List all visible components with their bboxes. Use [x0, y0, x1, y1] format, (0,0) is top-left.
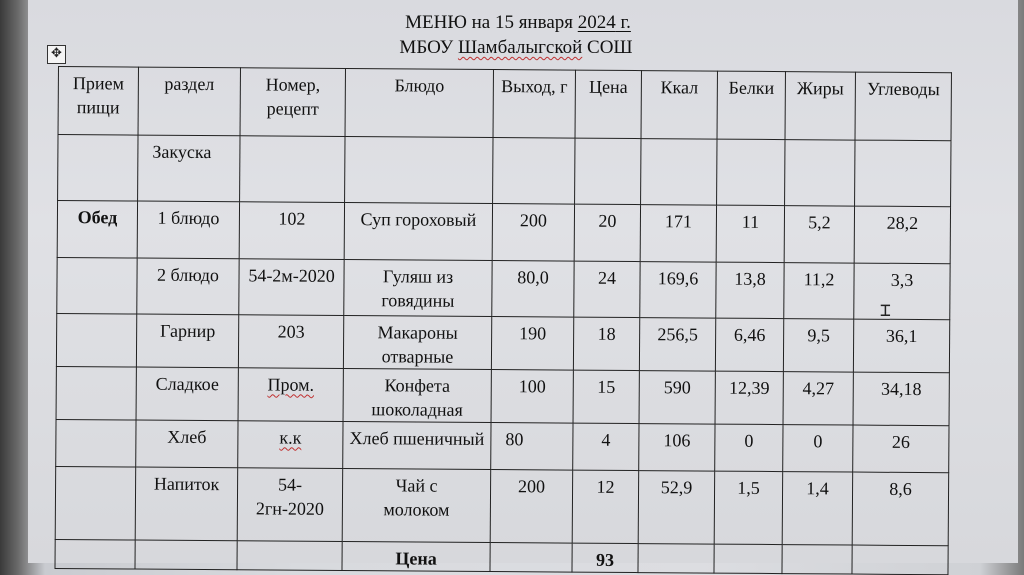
header-cell: Цена: [575, 70, 641, 138]
table-cell[interactable]: 18: [573, 317, 639, 370]
table-cell[interactable]: 8,6: [852, 472, 949, 546]
table-cell[interactable]: к.к: [238, 421, 343, 469]
table-cell[interactable]: [55, 539, 135, 569]
table-cell[interactable]: Пром.: [238, 368, 343, 422]
table-row: [57, 201, 950, 264]
table-cell[interactable]: 54-2м-2020: [239, 259, 344, 316]
table-cell[interactable]: 203: [238, 315, 343, 369]
table-cell[interactable]: [237, 541, 342, 571]
table-cell[interactable]: [56, 313, 136, 367]
table-row: [58, 135, 951, 207]
table-cell[interactable]: 11,2: [784, 263, 854, 319]
school-title: МБОУ Шамбалыгской СОШ: [399, 37, 633, 58]
table-cell[interactable]: 200: [492, 204, 574, 262]
table-cell[interactable]: 190: [491, 317, 573, 371]
table-cell[interactable]: 1,5: [714, 471, 783, 544]
table-row: [56, 419, 949, 472]
table-cell[interactable]: 80,0: [492, 261, 574, 318]
table-cell[interactable]: 12: [572, 470, 639, 543]
header-cell: Выход, г: [493, 70, 575, 139]
table-row: [56, 366, 949, 425]
table-cell[interactable]: Гуляш из говядины: [344, 260, 492, 317]
table-cell[interactable]: Хлеб пшеничный: [343, 421, 491, 469]
header-cell: Номер, рецепт: [240, 68, 345, 137]
table-cell[interactable]: 15: [573, 370, 639, 423]
table-move-handle-icon[interactable]: ✥: [47, 45, 66, 64]
table-cell[interactable]: 24: [574, 261, 640, 317]
table-cell[interactable]: [135, 540, 237, 570]
table-cell[interactable]: [56, 419, 136, 467]
table-cell[interactable]: 36,1: [853, 319, 949, 373]
table-cell[interactable]: 2 блюдо: [137, 258, 239, 315]
table-cell[interactable]: 1 блюдо: [137, 201, 239, 259]
table-cell[interactable]: [490, 543, 572, 573]
table-cell[interactable]: 28,2: [854, 206, 950, 264]
table-cell[interactable]: 171: [640, 205, 716, 263]
table-cell[interactable]: [58, 135, 138, 202]
table-cell[interactable]: Закуска: [138, 135, 240, 202]
table-cell[interactable]: 0: [715, 424, 783, 471]
table-cell[interactable]: [717, 139, 785, 205]
table-cell[interactable]: [240, 136, 345, 203]
header-cell: Прием пищи: [58, 67, 138, 136]
table-header-row: [58, 67, 951, 141]
table-cell[interactable]: [345, 137, 493, 204]
table-cell[interactable]: 100: [491, 370, 573, 424]
table-cell[interactable]: Сладкое: [136, 367, 238, 421]
table-cell[interactable]: Макароны отварные: [343, 316, 491, 370]
table-cell[interactable]: 106: [639, 424, 715, 472]
table-cell[interactable]: [575, 138, 641, 204]
table-cell[interactable]: [852, 545, 948, 575]
table-row: [57, 257, 950, 319]
table-cell[interactable]: [493, 138, 575, 205]
table-cell[interactable]: [55, 466, 136, 540]
table-cell[interactable]: Хлеб: [136, 420, 238, 468]
table-cell[interactable]: [714, 544, 782, 573]
table-cell[interactable]: 13,8: [716, 262, 784, 318]
table-cell[interactable]: 54-2гн-2020: [237, 468, 343, 542]
table-cell[interactable]: [638, 544, 714, 574]
table-cell[interactable]: 256,5: [639, 318, 715, 372]
table-cell[interactable]: [855, 140, 951, 207]
header-cell: Ккал: [641, 71, 717, 140]
table-cell[interactable]: 4: [573, 423, 639, 470]
table-cell[interactable]: 20: [574, 204, 640, 261]
table-cell[interactable]: Конфета шоколадная: [343, 368, 491, 422]
table-cell[interactable]: 80: [491, 423, 573, 471]
table-cell[interactable]: 590: [639, 371, 715, 425]
table-cell[interactable]: 3,3: [854, 263, 950, 320]
table-cell[interactable]: [56, 366, 136, 420]
table-cell[interactable]: Суп гороховый: [344, 203, 492, 261]
table-cell[interactable]: 0: [783, 425, 853, 472]
header-cell: Белки: [717, 71, 785, 139]
table-cell[interactable]: Обед: [57, 201, 137, 259]
table-cell[interactable]: 169,6: [640, 262, 716, 319]
table-cell[interactable]: [641, 139, 717, 206]
table-total-row: [55, 539, 948, 574]
header-cell: раздел: [138, 67, 240, 136]
table-cell[interactable]: Чай с молоком: [342, 468, 491, 542]
table-cell[interactable]: [57, 257, 137, 314]
table-cell[interactable]: 6,46: [715, 318, 783, 371]
total-value[interactable]: 93: [572, 543, 638, 572]
table-cell[interactable]: 9,5: [783, 319, 853, 372]
table-cell[interactable]: 12,39: [715, 371, 783, 424]
total-label[interactable]: Цена: [342, 541, 490, 571]
table-row: [55, 466, 949, 545]
table-cell[interactable]: 5,2: [784, 206, 854, 263]
table-cell[interactable]: 52,9: [638, 471, 715, 545]
table-cell[interactable]: 102: [239, 202, 344, 260]
table-cell[interactable]: 200: [490, 470, 573, 544]
table-cell[interactable]: Гарнир: [136, 314, 238, 368]
header-cell: Жиры: [785, 72, 855, 140]
header-cell: Углеводы: [855, 72, 951, 141]
table-cell[interactable]: [785, 140, 855, 206]
table-cell[interactable]: 34,18: [853, 372, 949, 426]
table-cell[interactable]: [782, 545, 852, 574]
header-cell: Блюдо: [345, 69, 493, 138]
text-cursor-icon: ⌶: [880, 300, 891, 321]
menu-title: МЕНЮ на 15 января 2024 г.: [405, 12, 631, 33]
table-cell[interactable]: 1,4: [782, 472, 853, 545]
table-cell[interactable]: 26: [853, 425, 949, 473]
table-row: [56, 313, 949, 372]
table-cell[interactable]: Напиток: [135, 467, 238, 541]
table-cell[interactable]: 11: [716, 205, 784, 262]
table-cell[interactable]: 4,27: [783, 372, 853, 425]
menu-table: [54, 66, 952, 575]
